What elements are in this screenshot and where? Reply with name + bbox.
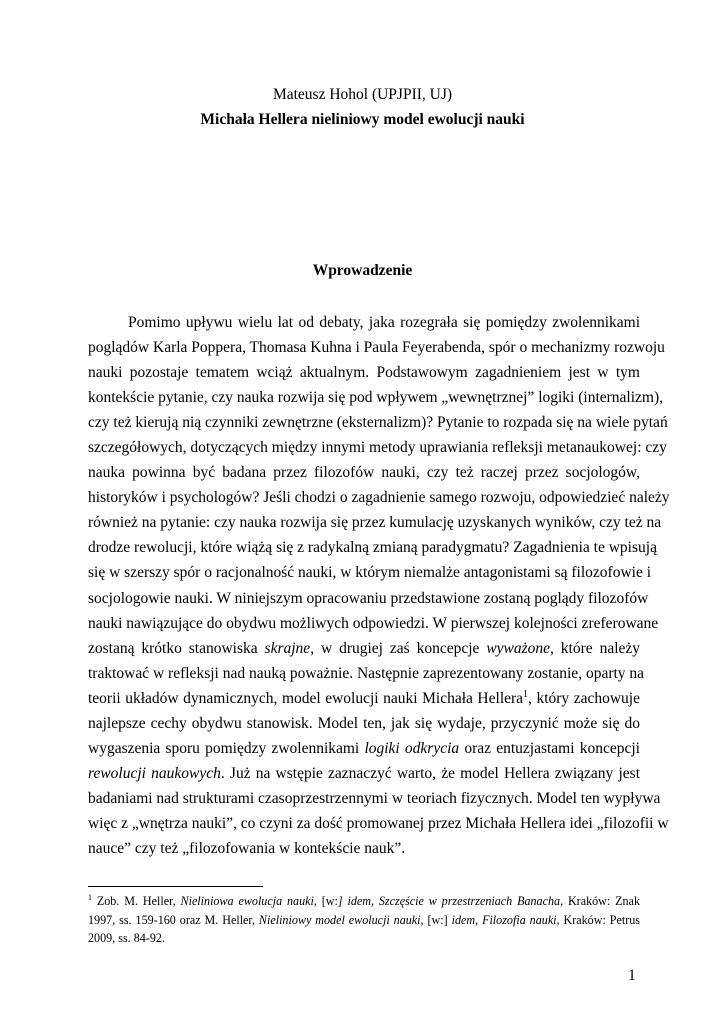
footnote-line: [88, 911, 640, 930]
body-text: , który zachowuje: [528, 689, 640, 707]
footnote-text: 1997, ss. 159-160 oraz M. Heller,: [88, 912, 259, 927]
body-paragraph: [88, 310, 670, 861]
body-line: drodze rewolucji, które wiążą się z radykalną zmianą paradygmatu? Zagadnienia te wpisują: [88, 539, 657, 557]
body-line: nauka powinna być badana przez filozofów nauki, czy też raczej przez socjologów,: [88, 464, 640, 482]
paper-title: Michała Hellera nieliniowy model ewolucji nauki: [200, 111, 525, 128]
body-text: oraz entuzjastami koncepcji: [459, 739, 640, 757]
page-number: 1: [628, 967, 636, 984]
body-line: [88, 636, 640, 661]
body-text: , w drugiej zaś koncepcje: [310, 639, 487, 657]
body-line: nauce” czy też „filozofowania w kontekście nauk”.: [88, 839, 406, 857]
italic-term: skrajne: [264, 639, 311, 657]
body-line: Pomimo upływu wielu lat od debaty, jaka rozegrała się pomiędzy zwolennikami: [128, 314, 640, 331]
body-line: socjologowie nauki. W niniejszym opracowaniu przedstawione zostaną poglądy filozofów: [88, 589, 649, 607]
body-line: traktować w refleksji nad nauką poważnie. Następnie zaprezentowany zostanie, oparty na: [88, 664, 645, 682]
footnote-line: 2009, ss. 84-92.: [88, 931, 165, 945]
italic-term: logiki odkrycia: [364, 739, 460, 757]
body-line: szczegółowych, dotyczących między innymi metody uprawiania refleksji metanaukowej: czy: [88, 439, 667, 457]
body-line: czy też kierują nią czynniki zewnętrzne (eksternalizm)? Pytanie to rozpada się na wiele pytań: [88, 414, 668, 432]
body-text: . Już na wstępie zaznaczyć warto, że model Hellera związany jest: [220, 764, 640, 782]
footnote-italic: Nieliniowy model ewolucji nauki: [258, 912, 421, 927]
body-line: poglądów Karla Poppera, Thomasa Kuhna i Paula Feyerabenda, spór o mechanizmy rozwoju: [88, 339, 665, 357]
footnote: [88, 892, 640, 948]
author-line: Mateusz Hohol (UPJPII, UJ): [272, 86, 453, 103]
body-text: , które należy: [550, 639, 641, 657]
body-line: nauki pozostaje tematem wciąż aktualnym. Podstawowym zagadnieniem jest w tym: [88, 364, 640, 382]
italic-term: rewolucji naukowych: [88, 764, 221, 782]
body-text: teorii układów dynamicznych, model ewolucji nauki Michała Hellera: [88, 689, 524, 707]
footnote-text: Zob. M. Heller,: [92, 894, 181, 908]
footnote-text: , Kraków: Znak: [560, 894, 640, 908]
body-line: nauki nawiązujące do obydwu możliwych odpowiedzi. W pierwszej kolejności zreferowane: [88, 614, 659, 632]
body-text: zostaną krótko stanowiska: [88, 639, 265, 657]
section-heading: Wprowadzenie: [312, 262, 413, 279]
body-line: [88, 686, 640, 711]
body-line: więc z „wnętrza nauki”, co czyni za dość promowanej przez Michała Hellera idei „filozofii w: [88, 814, 669, 832]
body-line: również na pytanie: czy nauka rozwija się przez kumulację uzyskanych wyników, czy też na: [88, 514, 662, 532]
footnote-italic: Nieliniowa ewolucja nauki: [180, 894, 314, 908]
footnote-text: , [w:]: [420, 912, 452, 927]
footnote-line: [88, 892, 640, 911]
body-line: badaniami nad strukturami czasoprzestrzennymi w teoriach fizycznych. Model ten wypływa: [88, 789, 661, 807]
footnote-text: , Kraków: Petrus: [556, 912, 640, 927]
body-line: najlepsze cechy obydwu stanowisk. Model ten, jak się wydaje, przyczynić może się do: [88, 714, 640, 732]
footnote-italic: idem, Filozofia nauki: [451, 912, 557, 927]
body-line: [88, 736, 640, 761]
body-line: [88, 761, 640, 786]
body-line: historyków i psychologów? Jeśli chodzi o zagadnienie samego rozwoju, odpowiedzieć należy: [88, 489, 670, 507]
footnote-separator: [88, 886, 263, 887]
body-line: się w szerszy spór o racjonalność nauki, w którym niemalże antagonistami są filozofowie i: [88, 564, 652, 582]
body-line: kontekście pytanie, czy nauka rozwija się pod wpływem „wewnętrznej” logiki (internalizm),: [88, 389, 664, 407]
italic-term: wyważone: [486, 639, 551, 657]
footnote-italic: ] idem, Szczęście w przestrzeniach Banacha: [337, 894, 561, 908]
footnote-marker: 1: [88, 893, 92, 902]
footnote-reference[interactable]: 1: [523, 688, 529, 700]
footnote-text: , [w:: [313, 894, 338, 908]
body-text: wygaszenia sporu pomiędzy zwolennikami: [88, 739, 365, 757]
